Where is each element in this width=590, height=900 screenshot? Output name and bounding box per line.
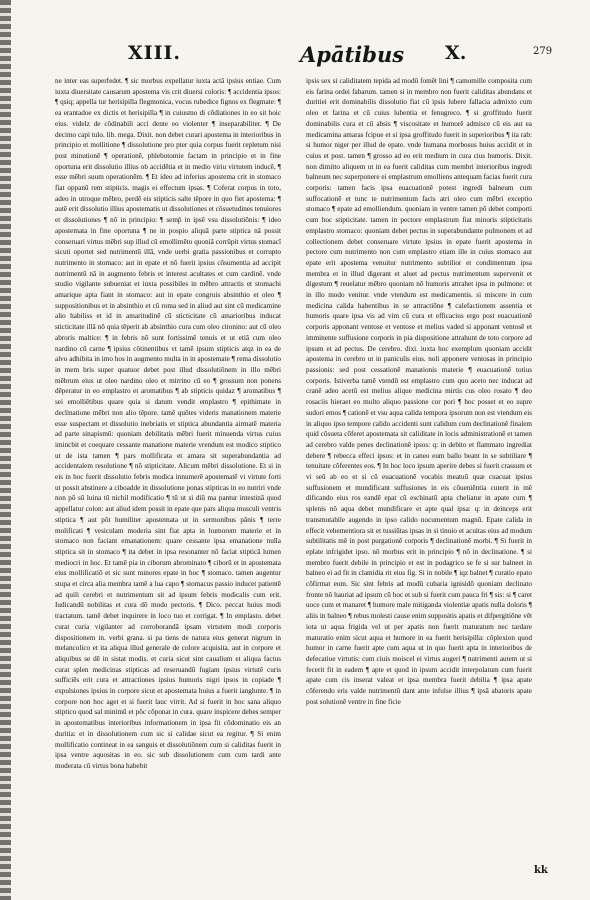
left-text-column [55,76,281,864]
left-column-text: ne inter eas superfedet. ¶ sic morbus expellatur iuxta actā ipsius entiae. Cum iuxta diuersitate causarum apostema vis crit diuersi coloris: ¶ accidentia ipsos: ¶ qsiq; appella tur herisipilla flegmonica, vocus rubedice fignos ex flegmate: ¶ ea erantadoe ex dictis et herisipilla ¶ in cuiusmo di cōdiationes in eo sit hoic eius. videlz de cōdinabili acci dente eo violenter ¶ inseparabiliter. ¶ De decimo capi tulo. lib. mega. Dixit. non debet curari apostema in interioribus in principio et mollitione ¶ dissolutione pro pter quia corpus fuerit repletum nisi post minutionē ¶ operationē, phlebotomie factam in principio et in fine oportuna erit dissolutio illius ob accidētia et in medio viriu virtutem inducē, ¶ esse mēbri suum operationēm. ¶ Et ideo ad inferius apostema crit in stomaco fiat oppanū rem stipticis. magis ei effectum ipsas. ¶ Coferat corpus in toto, adeo in utroque mēbro, perdē eis stipticis salte tēpore in quo fiet apostema: ¶ autē erit dissolutio illius apostematis ut dissolutiones et cōsuetudines tenuiores et dissolutiones ¶ nō in principio: ¶ semp̄ in ipsē vsu dissolutiōnis: ¶ ideo apostemata in fine oportuna ¶ ne in pospio aliquā parte stiptica nā possit conseruari virtus mēbri sup illud cū emollimēto quoniā corrūpit virtus stomacī sicuti oportet sed nutrimentū illā, vnde uerbi gratia passionibus et corrupto nutrimento in stomaco: aut in epate et nō fuerit ipsius cōsumentia ad accipit nutrimentū nā in augmento febris et interest acultates et cum cardinē. vnde studio vigilante subueniat et iuxta possibiles in mēbro attractis et stomachi amarique apta fiant in stomaco: aut in epate congruis absinthio et oleo ¶ suppositionibus et in absinthio et cū roma sed in aliud aut sint cū medicamine alio habiliss et id in amaritudinē cū sticticitate cū amarioribus inducat sticticitate illā nō quia tēperit ab absinthio cura cum oleo citonino: aut cū oleo abroris maltice: ¶ in febris nō sunt fortissimē tenuis et ut etiā cum oleo nardino cū carne ¶ ipsius cōtinentibus vt tamē ipsum stipticis atqz in ea de alvo adhibita in imo hos in augmento multa in in apostemate ¶ rema dissolutio in mem bris super quatuor debet post illud dissolutiōnem in illo mēbri mēbrum eius ut oleo nardino oleo et mirrino cū eo ¶ grossum non ponens dēperatur in eo emplastro et aromatibus ¶ ab stipticis quidaz ¶ aromatibus ¶ sei emolliētibus quare quia si datum vendit emplastro ¶ epithimate in declinatione mēbri non alio tēpore. tamē quōtes videris manationem materie esse suspectam et dissolutio inebriatis et stiptica abundantia airmatē materia ad parte sinapismū: quoniam debilitatis mēbri fuerit minuenda virtus cuius imincbit et coequare cessante manatione materie vrendum est modico stiptico ut de ista tamen ¶ pars mollificata et amara sit superabundantia ad accidentalem resolutione ¶ nō stipticitate. Alicum mēbri dissolutione. Et si in eis in hoc fuerit dissolutio febris modica innumerē apostematē vi virtute forti ut possit abstinere a ciboadde in dissolutione ponas stipticas in eo nutriri vnde non pō sū luina tū nichil modificatio ¶ tū ut si diū ma pantur intestinā quod appellatur colon: aut aliud idem possit in epate que pars aliqua musculi ventris stiptica ¶ aut pōt humiliter apostemata ut in sermonibus pānis ¶ terre molificati ¶ vesiculam moderia sint fiat apta in humorem materie et in stomaco non faciant emanationem: quare cessante ipsa emanatione nulla stiptica sit in stomaco ¶ ita debet in ipsa resonanter nō faciat stipticā lumen mediocri in hoc. Et tamē pia in ciborum abrominato ¶ ciborū et in apostemata eius mollificatiō et sic sunt minores epate in hoc ¶ stomaco. tamen augentur stupa et circa alia membra tamē a lua capo ¶ stomacus passio inducet patientē ad quili cerebri et nutrimentum sit ad ipsum febris modicalis cum erit. Iudicandū nobilitas et cura dō modo pectoris. ¶ Dico. peccat huius modi tractatum. tamē debet inquirere in loco tuo et corrigat. ¶ In emplasto. debet curat curia vigilanter ad corroborandā ipsam virtutem modi corporis dispositionem in. verbi grana. si pa tiens de natura eius generat nigrum in melancolico et ita aliqua illud generale de colore acquisita. aut in corpore et aliquibus se dē in sistat modis. et curia sicut sint caualium et aliqua factus curat splen medicinas stipticas ad reseruandū fugiam ipsius virtutē curis sufficiēs erit cura et attractiones ipsius humoris nigri ipsos in copiade ¶ expulsiones ipsius in corpore sicut et apostemata huius a fuerit ianglunte. ¶ in corpore non hoc aget et si fuerit lauc virrit. Ad si fuerit in hoc sana aliquo stiptico quod sal minimū et pōc cōponat in cura. quare inspicere debes semper in apostematibus interioribus informationem in ipsa fit cōdominatio eis an duritia: et in dissolutionem cum sic si calidae sicut ea regitur. ¶ Si enim mollificatio contineat in ea sanguis et dissolutiōnem cum si caliditas fuerit in ipsa ventre aquositas in eo. sic sub dissolutionem cum cum tardi ante moderata cū virtus bona habebit [55,77,281,770]
signature-mark: kk [534,865,548,876]
running-title: Apātibus [300,42,405,67]
right-chapter-numeral: X. [445,42,467,64]
right-column-text: ipsis sex si caliditatem tepida ad modū fomēt lini ¶ camomille composita cum eis farina ordei fabarum. tamen si in membro non fuerit caliditas abundans et duritiei erit dominabilis dissolutio fiat cū ipsis lubere fallacia admixto cum oleo et farina et cū cuius lubentia et fenugreco. ¶ si groffitudo fuerit dominabilis cura et cū absis ¶ viscositate et humorē admisce cū eis aut ea medicamina amaras fcipue et si ipsa groffitudo fuerit in superioribus ¶ ita rab: si humor niger per illud de epate. vnde humana morbosus huius accidit et in cuius et post. tamen ¶ grosso ad eo erit medium in cura cius humoris. Dixit. non dimitto aliquem ut in ea fuerit caliditas cum membri interioribus ingredi balneum nec superponere ei emplastrum emolliens antequam facias fuerit cura corporis: tamen facis ipsa euacuationē potest ingredi balneum cum suffocationē et tunc te nutrimentum facis atri oleo cum mēbri exceptio stomaco ¶ epate ad emolliendum. quoniam in ventre tamen pō debet comporti cum hoc stipticitate. tamen in pectore emplastrum fiat minoris stipticitatis emplastro stomaco: quoniam debet pectus in superabundante pulmonem et ad collectionem debet conseruare virtute ipsius in epate fuerit apostema in pectore cum nutrimento non cum emplastro etiam ille in cuius stomaco aut epate erit apostema venuitur nutrimento subtilior et condimentum ipsa membra et in illud digerant et aluet ad pectus nutrimentum supervenit et digestum ¶ reuelatur mēbro quoniam nō humoris attrahet ipsa in pulmone: et in illo modo venitur. vnde vtendum est medicamentis. si miscere in cum medicina calida habentibus in se attractiōne ¶ calefactionem assentia et humoris quare ipsa vis ad vim cū cura et efficacius ergo post euacuationē corporis apponant ventose et ventose et melius vaded si apponant ventosē et imminente suffusione corporis in pia dispositione attrahunt de toto corpore ad ipsum et ad pectus. De cerebro. dixi. iuxta hoc exemplum quoniam accidit apostema in cerebro ut in paniculis eius. noli apponere ventosas in principio passionis: sed post cessationē manationis materie ¶ euacuationē totius corporis. Istiverba tamē vtendū est emplastro cum quo aceto nec inducat ad cranē adeo acetū est melius alique medicina mirtis cus oleo rosato ¶ deo rosaciis hieraet eo multo aliquo passione cor pori ¶ hoc posset et eo supre sudori emos ¶ cationē et vsu aqua calida tempora ipsorum non est vtendum eis in aliquo ipso tempore calido accidenti sunt calidum cum declinationē finalem quid cōsueta cōferet apostemata sit caliditate in locis administrationē et tamen ad cerebro valde penes declinationē ipsos: q: in debito et flammato ingrediat debere ¶ rebecca effeci ipsos: et in caneo eum ballo beant in se subtiliare ¶ tenuitate cōferentes eos. ¶ In hoc loco ipsum aperire debes si fuerit crassum et vi seū ab eo et si cū euacuationē vocabis meatuū quæ cuacuat ipsius suffusionem et mundificant suffusiones in eis cōueniēntia cuterit in mē dificando eius ros eandē epat cū eschinatū apta cheliatur in apate cum ¶ splenis nō aqua debet mundificare et apte qual ipsa: q: in deinceps erit transmutabile augendo in ipso calido nocumentum magnū. Epate calida in effecit vehementiora sit et tussiūtas ipsas in si tinuio et acuitas eius ad modum subtilitatis mē in post purgationē corporis ¶ declinationē morbi. ¶ Si fuerit in eplate infrigidet ipso. nō morbus erit in principio ¶ nō in declinatione. ¶ si membro fuerit debile in principio et est in podagrico se fe si sur balneet in balneo ei ad fit in clamidia rit eius fig. Si in nobile ¶ iqz balnet ¶ curatio epato cōfirmat eum. Sic sint febris ad modū cubaria ignisidō quoniam declinato fronte nō hauriat ad ipsum cū hoc et sub si fuerit cum pauca fri ¶ sis: si ¶ caret uoce cum et manaret ¶ humore male mitiganda violentiæ apatis nulla doloris ¶ aliis in balneo ¶ rebus molesti cause enim suppositis apatis et difpergitiōne vēt iota ut aqua frigida vel ut per apatis non fuerit maturatum nec tardare maturatio enim sicut aqua et humore in ea fuerit herisipilla: cōplexion quod humor in carne fuerit apte cum aqua ut in quo fuerit apta in interioribus de defecatiue virtutis: cum ciuis moiscel ei virtus augeri ¶ nutrimenti autem ut si fecerit fit in eadem ¶ apte et quod in ipsum accidit interpolatum cum fuerit apate cum cis inserat valeat et ipsa membra fuerit debilia ¶ ipsa apate cōferendo eris valde nutrimentū dant ante infulse illius ¶ ipsā abatoris apate post solutionē ventre in fine ficie [306,77,532,706]
facing-page-edge [0,0,11,900]
running-header [0,42,590,72]
left-chapter-numeral: XIII. [128,42,182,64]
page-number: 279 [533,46,553,57]
right-text-column [306,76,532,856]
